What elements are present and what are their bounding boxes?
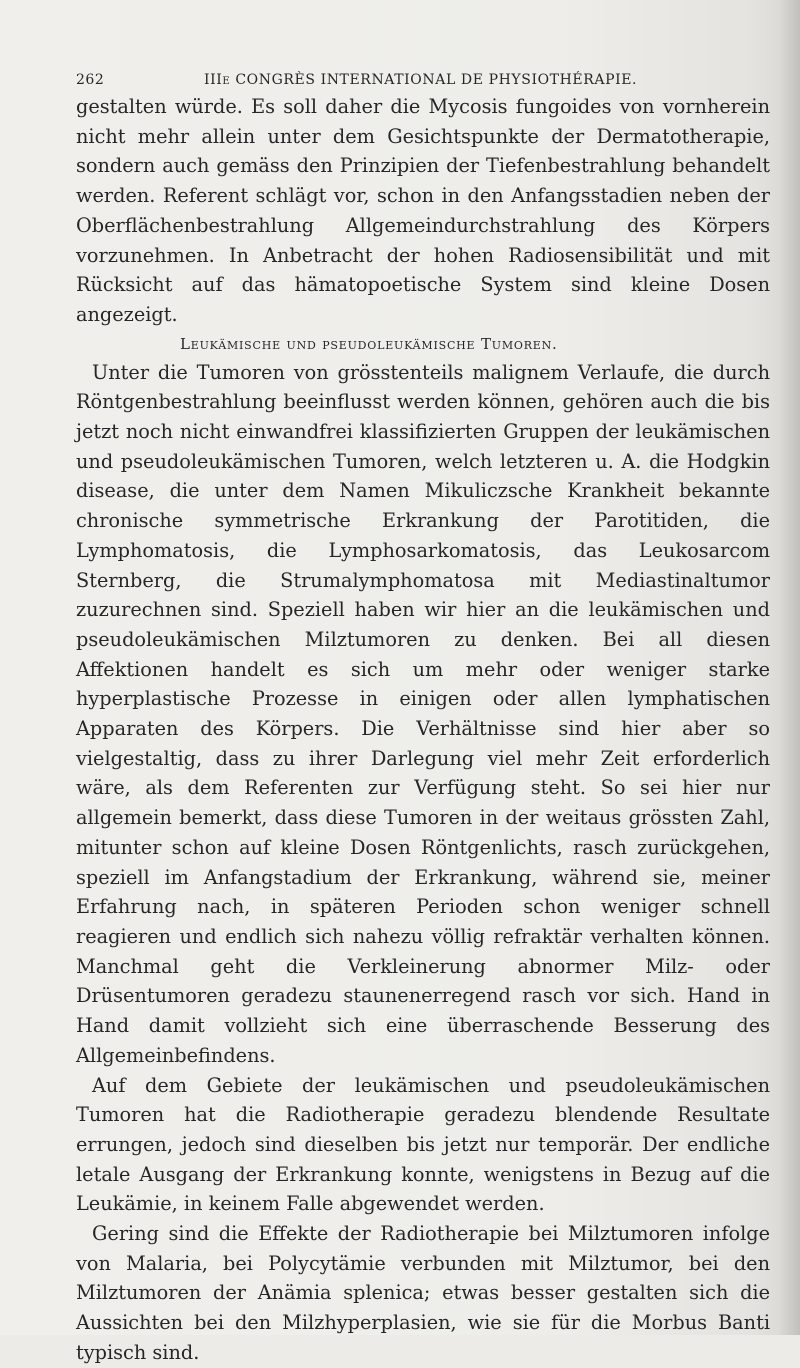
section-title: Leukämische und pseudoleukämische Tumoren. [180,334,558,353]
running-head [76,62,770,92]
page-edge-shadow [778,0,800,1335]
paragraph-4: Gering sind die Effekte der Radiotherapie bei Milztumoren infolge von Malaria, bei Polycytämie verbunden mit Milztumor, bei den Milztumoren der Anämia splenica; etwas besser gestalten sich die Aussichten bei den Milzhyperplasien, wie sie für die Morbus Banti typisch sind. [76,1222,770,1364]
paragraph-3: Auf dem Gebiete der leukämischen und pseudoleukämischen Tumoren hat die Radiotherapie geradezu blendende Resultate errungen, jedoch sind dieselben bis jetzt nur temporär. Der endliche letale Ausgang der Erkrankung konnte, wenigstens in Bezug auf die Leukämie, in keinem Falle abgewendet werden. [76,1073,770,1216]
page-number: 262 [76,72,105,88]
text-block [76,62,770,1368]
running-title: IIIe CONGRÈS INTERNATIONAL DE PHYSIOTHÉRAPIE. [204,72,638,88]
paragraph-2: Unter die Tumoren von grösstenteils malignem Verlaufe, die durch Röntgenbestrahlung beeinflusst werden können, gehören auch die bis jetzt noch nicht einwandfrei klassifizierten Gruppen der leukämischen und pseudoleukämischen Tumoren, welch letzteren u. A. die Hodgkin disease, die unter dem Namen Mikuliczsche Krankheit bekannte chronische symmetrische Erkrankung der Parotitiden, die Lymphomatosis, die Lymphosarkomatosis, das Leukosarcom Sternberg, die Strumalymphomatosa mit Mediastinaltumor zuzurechnen sind. Speziell haben wir hier an die leukämischen und pseudoleukämischen Milztumoren zu denken. Bei all diesen Affektionen handelt es sich um mehr oder weniger starke hyperplastische Prozesse in einigen oder allen lymphatischen Apparaten des Körpers. Die Verhältnisse sind hier aber so vielgestaltig, dass zu ihrer Darlegung viel mehr Zeit erforderlich wäre, als dem Referenten zur Verfügung steht. So sei hier nur allgemein bemerkt, dass diese Tumoren in der weitaus grössten Zahl, mitunter schon auf kleine Dosen Röntgenlichts, rasch zurückgehen, speziell im Anfangstadium der Erkrankung, während sie, meiner Erfahrung nach, in späteren Perioden schon weniger schnell reagieren und endlich sich nahezu völlig refraktär verhalten können. Manchmal geht die Verkleinerung abnormer Milz- oder Drüsentumoren geradezu staunenerregend rasch vor sich. Hand in Hand damit vollzieht sich eine überraschende Besserung des Allgemeinbefindens. [76,360,770,1067]
paragraph-1: gestalten würde. Es soll daher die Mycosis fungoides von vornherein nicht mehr allein unter dem Gesichtspunkte der Dermatotherapie, sondern auch gemäss den Prinzipien der Tiefenbestrahlung behandelt werden. Referent schlägt vor, schon in den Anfangsstadien neben der Oberflächenbestrahlung Allgemeindurchstrahlung des Körpers vorzunehmen. In Anbetracht der hohen Radiosensibilität und mit Rücksicht auf das hämatopoetische System sind kleine Dosen angezeigt. [76,95,770,326]
